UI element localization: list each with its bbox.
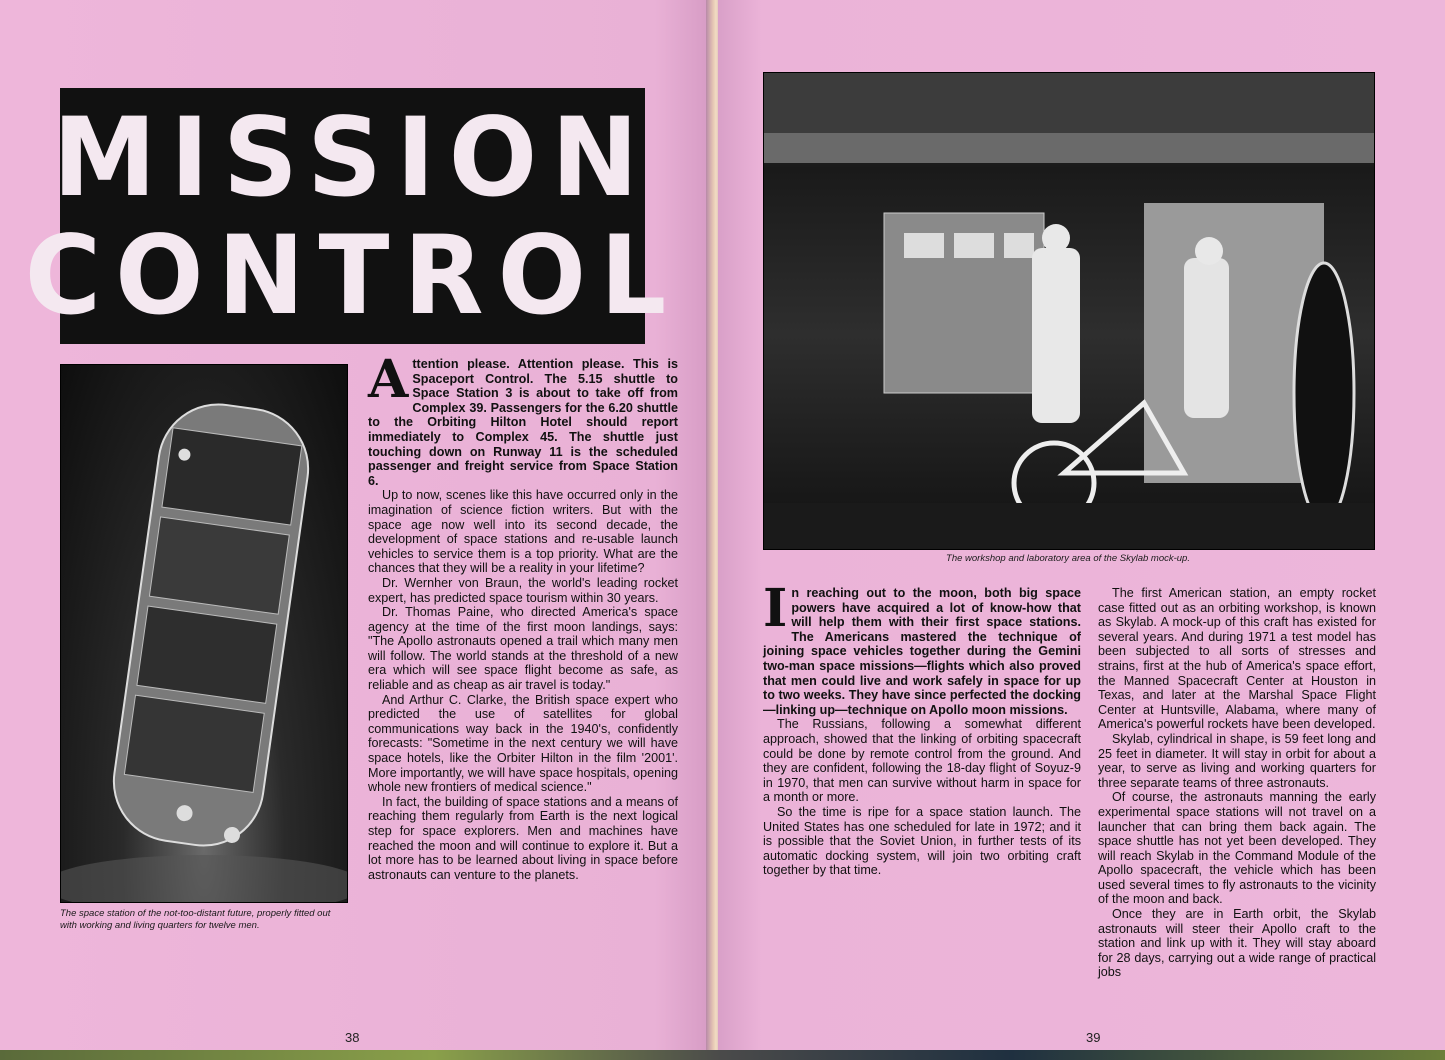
title-line-2: CONTROL — [24, 210, 681, 340]
left-photo-caption: The space station of the not-too-distant future, properly fitted out with working and living quarters for twelve men. — [60, 908, 331, 931]
title-line-1: MISSION — [52, 92, 653, 222]
left-paragraph-5: In fact, the building of space stations and a means of reaching them regularly from Earth is the next logical step for space explorers. Men and machines have reached the moon and will continue to explore it. But a lot more has to be learned about living in space before astronauts can venture to the planets. — [368, 794, 678, 882]
skylab-workshop-illustration — [764, 73, 1374, 549]
next-page-edge — [0, 1050, 1445, 1060]
left-paragraph-1: Up to now, scenes like this have occurred only in the imagination of science fiction writers. But with the space age now well into its second decade, the development of space stations and re-usable launch vehicles to service them is a top priority. What are the chances that they will be a reality in your lifetime? — [368, 488, 678, 576]
left-paragraph-3: Dr. Thomas Paine, who directed America's space agency at the time of the first moon landings, says: "The Apollo astronauts opened a trail which many men will follow. The world stands at the threshold of a new era which will see space flight become as safe, as reliable and as cheap as air travel is today." — [368, 605, 678, 693]
left-article-column — [368, 349, 678, 882]
right-paragraph-5: Of course, the astronauts manning the early experimental space stations will not travel on a launcher that can bring them back again. The space shuttle has not yet been developed. They will reach Skylab in the Command Module of the Apollo spacecraft, the vehicle which has been used several times to fly astronauts to the vicinity of the moon and back. — [1098, 790, 1376, 907]
left-dropcap: A — [368, 349, 409, 410]
right-article-column-2 — [1098, 586, 1376, 980]
page-number-left: 38 — [345, 1030, 360, 1045]
left-paragraph-4: And Arthur C. Clarke, the British space expert who predicted the use of satellites for global communications way back in the 1940's, confidently forecasts: "Sometime in the next century we will have space hotels, like the Orbiter Hilton in the film '2001'. More importantly, we will have space hospitals, opening whole new frontiers of medical science." — [368, 692, 678, 795]
right-lead-text: n reaching out to the moon, both big space powers have acquired a lot of know-how that will help them with their first space stations. The Americans mastered the technique of joining space vehicles together during the Gemini two-man space missions—flights which also proved that men could live and work safely in space for up to two weeks. They have since perfected the docking—linking up—technique on Apollo moon missions. — [763, 586, 1081, 717]
right-paragraph-6: Once they are in Earth orbit, the Skylab astronauts will steer their Apollo craft to the station and link up with it. They will stay aboard for 28 days, carrying out a wide range of practical jobs — [1098, 907, 1376, 980]
right-paragraph-1: The Russians, following a somewhat different approach, showed that the linking of orbiting spacecraft could be done by remote control from the ground. And they are confident, following the 18-day flight of Soyuz-9 in 1970, that men can survive without harm in space for a month or more. — [763, 717, 1081, 805]
title-banner — [24, 88, 681, 344]
left-article-lead — [368, 349, 678, 488]
right-article-column-1 — [763, 578, 1081, 878]
right-photo-caption: The workshop and laboratory area of the Skylab mock-up. — [946, 553, 1190, 564]
left-page — [0, 0, 712, 1050]
right-paragraph-3: The first American station, an empty rocket case fitted out as an orbiting workshop, is known as Skylab. A mock-up of this craft has existed for several years. And during 1971 a test model has been subjected to all sorts of stresses and strains, first at the hub of America's space effort, the Manned Spacecraft Center at Houston in Texas, and later at the Marshal Space Flight Center at Huntsville, Alabama, where many of America's powerful rockets have been developed. — [1098, 586, 1376, 732]
left-paragraph-2: Dr. Wernher von Braun, the world's leading rocket expert, has predicted space tourism within 30 years. — [368, 575, 678, 605]
right-article-lead — [763, 578, 1081, 717]
right-dropcap: I — [763, 578, 788, 639]
right-paragraph-4: Skylab, cylindrical in shape, is 59 feet long and 25 feet in diameter. It will stay in orbit for about a year, to serve as living and working quarters for three separate teams of three astronauts. — [1098, 731, 1376, 790]
right-paragraph-2: So the time is ripe for a space station launch. The United States has one scheduled for late in 1972; and it is possible that the Soviet Union, in further tests of its automatic docking system, will join two orbiting craft together by that time. — [763, 804, 1081, 878]
page-number-right: 39 — [1086, 1030, 1101, 1045]
space-station-illustration — [61, 365, 347, 902]
space-station-photo — [60, 364, 348, 903]
skylab-photo — [763, 72, 1375, 550]
left-lead-text: ttention please. Attention please. This is Spaceport Control. The 5.15 shuttle to Space Station 3 is about to take off from Complex 39. Passengers for the 6.20 shuttle to the Orbiting Hilton Hotel should report immediately to Complex 45. The shuttle just touching down on Runway 11 is the scheduled passenger and freight service from Space Station 6. — [368, 357, 678, 488]
